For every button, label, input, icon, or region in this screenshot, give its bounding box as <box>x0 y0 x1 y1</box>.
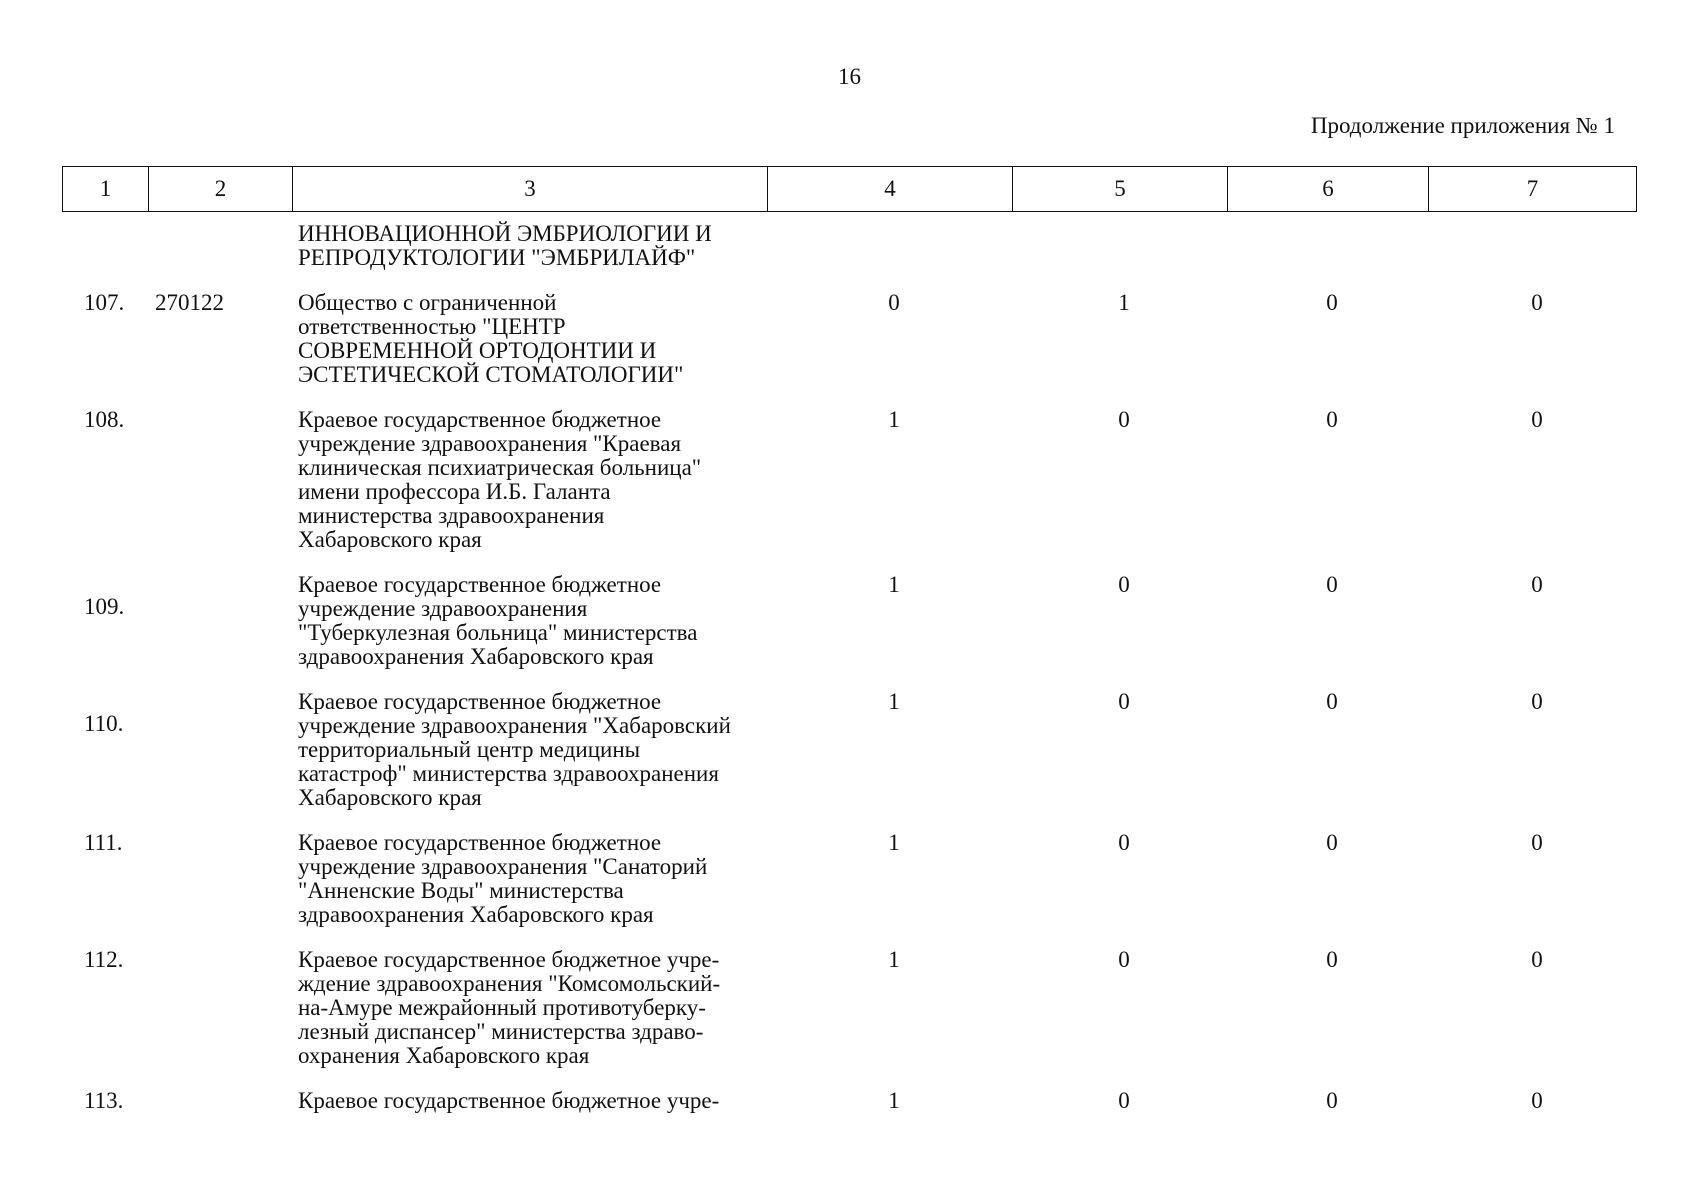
value-col-7: 0 <box>1531 1088 1543 1113</box>
value-col-7: 0 <box>1531 830 1543 855</box>
table-row <box>0 573 1699 669</box>
value-col-6: 0 <box>1326 947 1338 972</box>
header-col-3: 3 <box>293 167 768 212</box>
table-row <box>0 222 1699 270</box>
row-number: 109. <box>84 594 125 619</box>
value-col-4: 1 <box>888 1088 900 1113</box>
header-col-5: 5 <box>1013 167 1228 212</box>
value-col-4: 1 <box>888 572 900 597</box>
organization-name: ИННОВАЦИОННОЙ ЭМБРИОЛОГИИ И РЕПРОДУКТОЛОГИИ "ЭМБРИЛАЙФ" <box>298 221 712 270</box>
value-col-5: 0 <box>1118 1088 1130 1113</box>
organization-name: Краевое государственное бюджетное учреждение здравоохранения "Санаторий "Анненские Воды" министерства здравоохранения Хабаровского края <box>298 830 708 927</box>
row-number: 107. <box>84 290 125 315</box>
value-col-5: 0 <box>1118 572 1130 597</box>
value-col-6: 0 <box>1326 407 1338 432</box>
value-col-4: 1 <box>888 947 900 972</box>
value-col-5: 1 <box>1118 290 1130 315</box>
organization-name: Краевое государственное бюджетное учре- ждение здравоохранения "Комсомольский- на-Амуре межрайонный противотуберку- лезный диспансер" министерства здраво- охранения Хабаровского края <box>298 947 721 1068</box>
column-number-header <box>62 166 1637 212</box>
table-body <box>0 222 1699 1113</box>
value-col-4: 1 <box>888 689 900 714</box>
value-col-7: 0 <box>1531 572 1543 597</box>
header-col-4: 4 <box>768 167 1013 212</box>
value-col-6: 0 <box>1326 830 1338 855</box>
value-col-6: 0 <box>1326 572 1338 597</box>
table-row <box>0 948 1699 1068</box>
value-col-4: 1 <box>888 830 900 855</box>
value-col-5: 0 <box>1118 407 1130 432</box>
value-col-7: 0 <box>1531 407 1543 432</box>
header-col-7: 7 <box>1429 167 1637 212</box>
organization-name: Общество с ограниченной ответственностью "ЦЕНТР СОВРЕМЕННОЙ ОРТОДОНТИИ И ЭСТЕТИЧЕСКОЙ СТОМАТОЛОГИИ" <box>298 290 684 387</box>
page-number: 16 <box>838 64 861 89</box>
table-row <box>0 291 1699 387</box>
value-col-4: 1 <box>888 407 900 432</box>
value-col-6: 0 <box>1326 290 1338 315</box>
value-col-5: 0 <box>1118 689 1130 714</box>
row-number: 110. <box>84 711 124 736</box>
value-col-5: 0 <box>1118 830 1130 855</box>
value-col-7: 0 <box>1531 290 1543 315</box>
table-row <box>0 1089 1699 1113</box>
header-col-6: 6 <box>1228 167 1429 212</box>
header-col-2: 2 <box>149 167 293 212</box>
row-number: 113. <box>84 1088 124 1113</box>
table-row <box>0 690 1699 810</box>
value-col-5: 0 <box>1118 947 1130 972</box>
value-col-7: 0 <box>1531 947 1543 972</box>
row-number: 112. <box>84 947 124 972</box>
organization-name: Краевое государственное бюджетное учреждение здравоохранения "Хабаровский территориальный центр медицины катастроф" министерства здравоохранения Хабаровского края <box>298 689 731 810</box>
appendix-continuation-label: Продолжение приложения № 1 <box>1310 113 1615 138</box>
value-col-7: 0 <box>1531 689 1543 714</box>
organization-name: Краевое государственное бюджетное учреждение здравоохранения "Краевая клиническая психиатрическая больница" имени профессора И.Б. Галанта министерства здравоохранения Хабаровского края <box>298 407 702 552</box>
header-col-1: 1 <box>63 167 149 212</box>
table-row <box>0 831 1699 927</box>
value-col-4: 0 <box>888 290 900 315</box>
value-col-6: 0 <box>1326 689 1338 714</box>
row-number: 111. <box>84 830 123 855</box>
organization-name: Краевое государственное бюджетное учреждение здравоохранения "Туберкулезная больница" министерства здравоохранения Хабаровского края <box>298 572 698 669</box>
organization-name: Краевое государственное бюджетное учре- <box>298 1088 720 1113</box>
value-col-6: 0 <box>1326 1088 1338 1113</box>
organization-code: 270122 <box>155 290 224 315</box>
row-number: 108. <box>84 407 125 432</box>
table-row <box>0 408 1699 552</box>
